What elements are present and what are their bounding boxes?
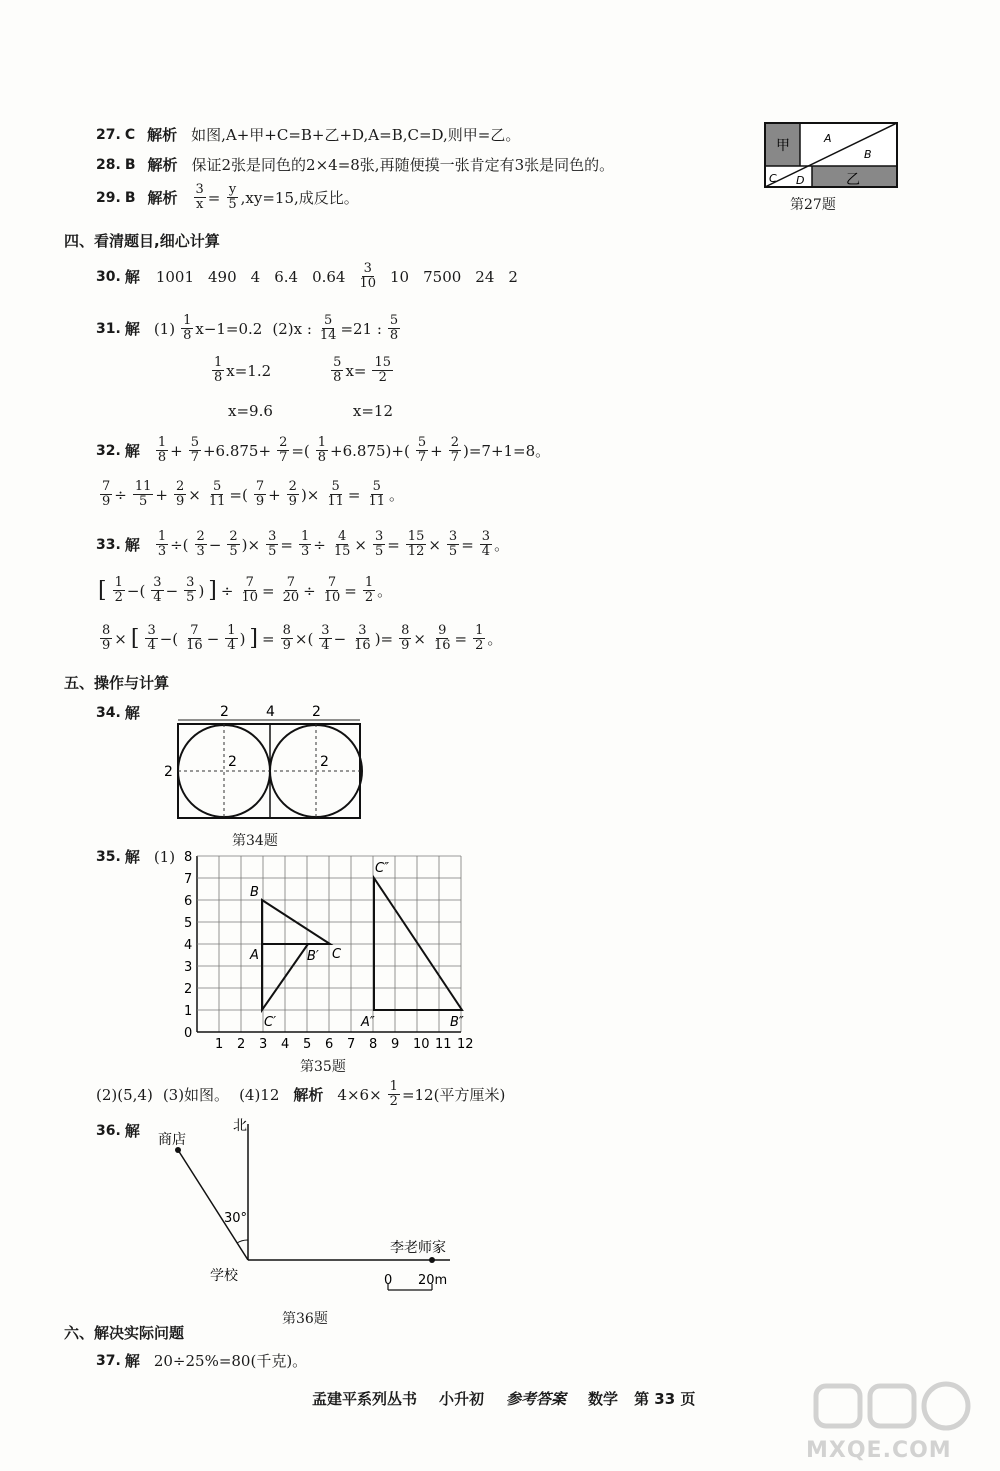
figure-35-grid	[178, 842, 488, 1054]
point-a-double-prime: A″	[361, 1015, 375, 1030]
north-label: 北	[233, 1118, 247, 1134]
x-tick-label: 9	[391, 1037, 400, 1052]
scale-zero: 0	[384, 1273, 393, 1288]
page-footer: 孟建平系列丛书 小升初 参考答案 数学 第 33 页	[312, 1390, 696, 1408]
x-tick-label: 1	[215, 1037, 224, 1052]
y-tick-label: 8	[184, 850, 193, 865]
figure-27	[764, 122, 900, 190]
point-c: C	[332, 947, 342, 962]
figure-36	[150, 1110, 480, 1306]
point-b-prime: B′	[307, 949, 319, 964]
point-c-prime: C′	[264, 1015, 277, 1030]
q32-line1: 32. 解 1 8 + $\frac{5}{7}$ +6.875+ $\frac{2}{7}$ =( 1 8 +6.875)+( 5 7 + $\frac{2}{7}$ )=7+1=8。	[96, 435, 551, 465]
point-a: A	[250, 948, 259, 963]
q33-line1: 33. 解 $\frac{1}{3}$ ÷( 2 3 − $\frac{2}{5}$ )× $\frac{3}{5}$ = $\frac{1}{3}$ ÷ $\frac{4}{15}$ × $\frac{3}{5}$ = $\frac{15}{12}$ × $\frac{3}{5}$ = $\frac{3}{4}$ 。	[96, 529, 510, 559]
q28-line: 28. B 解析 保证2张是同色的2×4=8张,再随便摸一张肯定有3张是同色的。	[96, 156, 615, 174]
y-tick-label: 1	[184, 1004, 193, 1019]
scale-20m: 20m	[418, 1273, 448, 1288]
x-tick-label: 3	[259, 1037, 268, 1052]
figure-34	[160, 700, 370, 826]
fig34-top-label-2: 4	[266, 704, 275, 720]
x-tick-label: 7	[347, 1037, 356, 1052]
section-4-title: 四、看清题目,细心计算	[64, 232, 220, 250]
q32-line2: $\frac{7}{9}$ ÷ $\frac{11}{5}$ + $\frac{2}{9}$ × $\frac{5}{11}$ =( 7 9 + $\frac{2}{9}$ )× $\frac{5}{11}$ = $\frac{5}{11}$ 。	[102, 479, 405, 509]
q31-line1: 31. 解 (1) 1 8 x−1=0.2 (2)x : $\frac{5}{14}$ =21 : 5 8	[96, 313, 399, 343]
figure-35-caption: 第35题	[300, 1059, 346, 1075]
q36-label: 36. 解	[96, 1122, 140, 1140]
x-tick-label: 12	[457, 1037, 474, 1052]
figure-36-caption: 第36题	[282, 1311, 328, 1327]
school-label: 学校	[210, 1268, 238, 1284]
q33-line3: $\frac{8}{9}$ × [ 3 4 −( 7 16 − $\frac{1}{4}$ ) ] = $\frac{8}{9}$ ×( 3 4 − $\frac{3}{16}$ )= $\frac{8}{9}$ × $\frac{9}{16}$ = $\frac{1}{2}$ 。	[102, 623, 503, 653]
x-tick-label: 2	[237, 1037, 246, 1052]
q31-line3: x=9.6 x=12	[228, 402, 394, 420]
q29-line: 29. B 解析 $\frac{3}{x}$ = $\frac{y}{5}$ ,xy=15,成反比。	[96, 182, 359, 212]
point-c-double-prime: C″	[375, 861, 389, 876]
fig34-top-label-1: 2	[220, 704, 229, 720]
q35-label: 35. 解 (1)	[96, 847, 176, 866]
q34-label: 34. 解	[96, 704, 140, 722]
x-tick-label: 11	[435, 1037, 452, 1052]
y-tick-label: 3	[184, 960, 193, 975]
fig27-yi: 乙	[846, 172, 860, 188]
fraction: 3 10	[359, 261, 377, 291]
fig34-circle1-label: 2	[228, 754, 237, 770]
watermark-emblem-icon	[806, 1378, 986, 1434]
y-tick-label: 0	[184, 1026, 193, 1041]
home-label: 李老师家	[390, 1240, 446, 1256]
fig27-label-d: D	[796, 174, 805, 187]
fig34-top-label-3: 2	[312, 704, 321, 720]
fig27-label-b: B	[864, 148, 872, 161]
y-tick-label: 5	[184, 916, 193, 931]
y-tick-label: 7	[184, 872, 193, 887]
q27-line: 27. C 解析 如图,A+甲+C=B+乙+D,A=B,C=D,则甲=乙。	[96, 126, 521, 144]
y-tick-label: 2	[184, 982, 193, 997]
section-6-title: 六、解决实际问题	[64, 1324, 185, 1342]
figure-34-caption: 第34题	[232, 833, 278, 849]
q35-answers: (2)(5,4) (3)如图。 (4)12 解析 4×6× $\frac{1}{2}$ =12(平方厘米)	[96, 1079, 506, 1109]
watermark-logo	[806, 1378, 986, 1463]
x-tick-label: 4	[281, 1037, 290, 1052]
angle-label: 30°	[224, 1211, 248, 1226]
home-point	[429, 1257, 435, 1263]
q31-line2: 1 8 x=1.2 5 8 x= $\frac{15}{2}$	[214, 355, 392, 385]
x-tick-label: 10	[413, 1037, 430, 1052]
fraction: $\frac{3}{x}$	[195, 182, 204, 212]
figure-27-caption: 第27题	[790, 197, 836, 213]
shop-label: 商店	[158, 1132, 186, 1148]
point-b-double-prime: B″	[450, 1015, 464, 1030]
x-tick-label: 5	[303, 1037, 312, 1052]
point-b: B	[250, 885, 259, 900]
q30-line: 30. 解 1001 490 4 6.4 0.64 3 10 10 7500 24 2	[96, 261, 518, 291]
fig27-jia: 甲	[776, 138, 790, 154]
fraction: $\frac{y}{5}$	[228, 182, 237, 212]
q37-line: 37. 解 20÷25%=80(千克)。	[96, 1352, 308, 1370]
y-tick-label: 6	[184, 894, 193, 909]
q33-line2: [ 1 2 −( 3 4 − $\frac{3}{5}$ ) ] ÷ $\frac{7}{10}$ = $\frac{7}{20}$ ÷ $\frac{7}{10}$ = $\frac{1}{2}$ 。	[98, 575, 393, 605]
fig34-left-label: 2	[164, 764, 173, 780]
fig34-circle2-label: 2	[320, 754, 329, 770]
y-tick-label: 4	[184, 938, 193, 953]
x-tick-label: 8	[369, 1037, 378, 1052]
fig27-label-a: A	[824, 132, 832, 145]
section-5-title: 五、操作与计算	[64, 674, 170, 692]
fig27-label-c: C	[769, 172, 777, 185]
watermark-text: MXQE.COM	[806, 1438, 952, 1463]
x-tick-label: 6	[325, 1037, 334, 1052]
